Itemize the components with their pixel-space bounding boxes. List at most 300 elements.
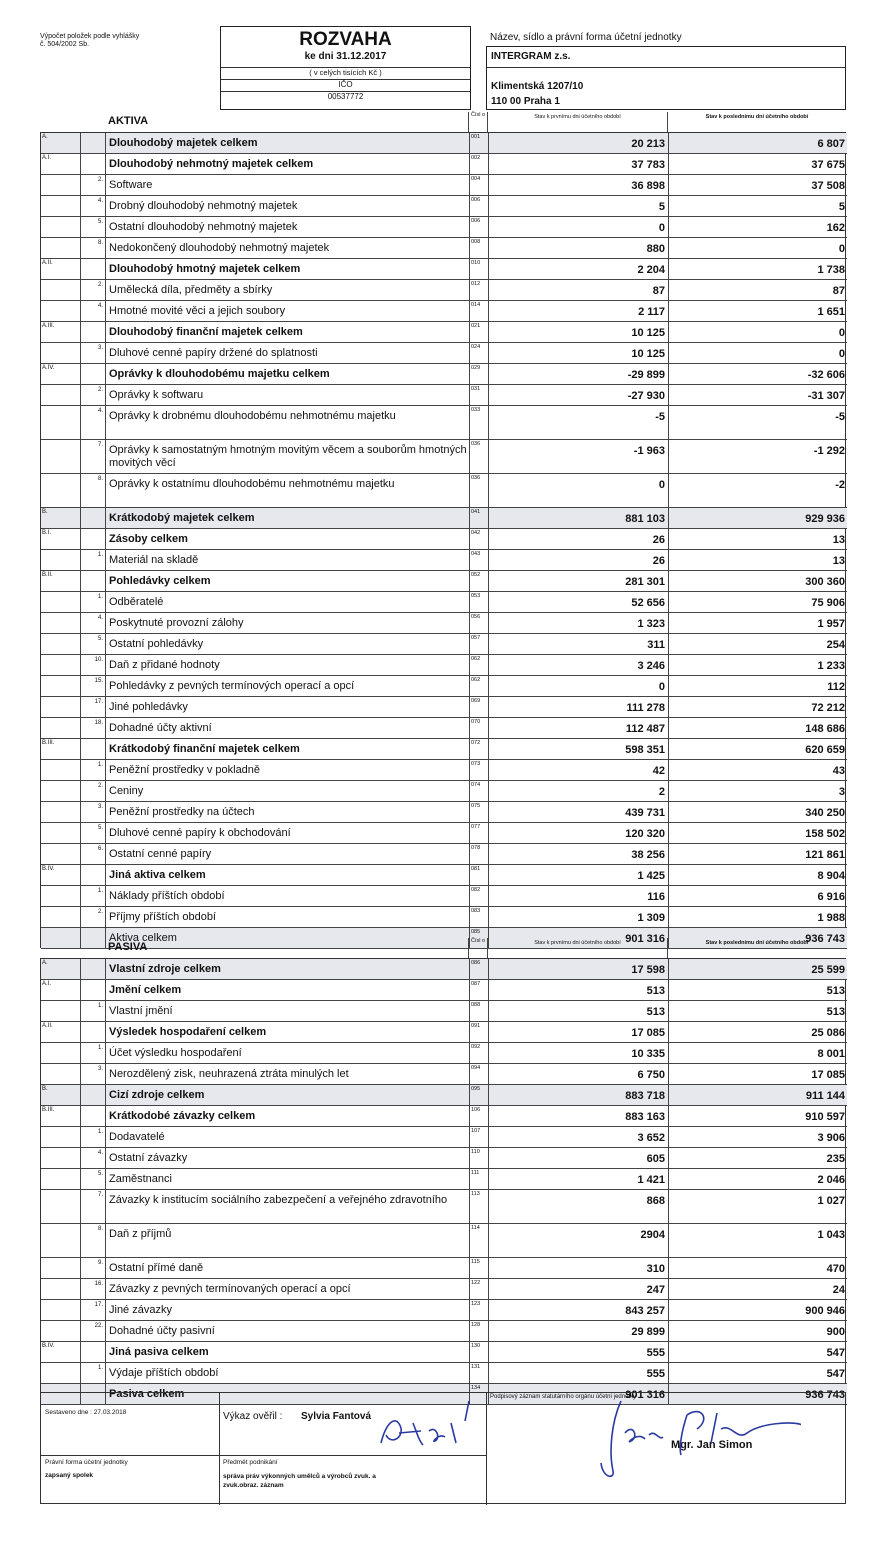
row-number: 042: [469, 529, 489, 549]
row-subcode: 22.: [81, 1321, 106, 1341]
row-label: Dodavatelé: [109, 1131, 165, 1143]
aktiva-table: [40, 132, 846, 948]
table-row: [41, 760, 847, 781]
row-label: Materiál na skladě: [109, 554, 199, 566]
title-box: [220, 26, 471, 110]
row-number: 069: [469, 697, 489, 717]
pasiva-col-v1: Stav k prvnímu dni účetního období: [488, 938, 668, 958]
row-subcode: 4.: [81, 1148, 106, 1168]
value-start: 20 213: [489, 133, 669, 153]
row-subcode: 8.: [81, 1224, 106, 1257]
row-number: 014: [469, 301, 489, 321]
value-end: 1 957: [817, 618, 845, 630]
row-subcode: 1.: [81, 592, 106, 612]
activity-value: [223, 1472, 376, 1490]
value-start: 843 257: [489, 1300, 669, 1320]
row-label: Ostatní přímé daně: [109, 1262, 204, 1274]
row-label: Aktiva celkem: [109, 932, 177, 944]
value-end: 72 212: [811, 702, 845, 714]
value-end: 8 904: [817, 870, 845, 882]
value-end: 547: [826, 1347, 845, 1359]
value-end: 37 675: [811, 159, 845, 171]
row-label: Krátkodobý finanční majetek celkem: [109, 743, 300, 755]
aktiva-title: AKTIVA: [108, 115, 149, 127]
row-label: Dlouhodobý finanční majetek celkem: [109, 326, 303, 338]
row-number: 053: [469, 592, 489, 612]
row-code: [41, 886, 81, 906]
verifier-signature: [341, 1393, 491, 1453]
table-row: [41, 781, 847, 802]
value-start: 10 125: [489, 343, 669, 363]
table-row: [41, 280, 847, 301]
table-row: [41, 1148, 847, 1169]
row-label: Ostatní závazky: [109, 1152, 188, 1164]
pasiva-col-cislo: Čísl o: [468, 938, 488, 958]
row-number: 091: [469, 1022, 489, 1042]
table-row: [41, 474, 847, 508]
row-number: 083: [469, 907, 489, 927]
value-start: 3 246: [489, 655, 669, 675]
row-label: Drobný dlouhodobý nehmotný majetek: [109, 200, 298, 212]
row-number: 113: [469, 1190, 489, 1223]
row-label: Jiná aktiva celkem: [109, 869, 206, 881]
value-end: 162: [826, 222, 845, 234]
value-start: 868: [489, 1190, 669, 1223]
row-code: [41, 1224, 81, 1257]
row-number: 029: [469, 364, 489, 384]
row-subcode: 1.: [81, 760, 106, 780]
row-number: 033: [469, 406, 489, 439]
row-number: 070: [469, 718, 489, 738]
table-row: [41, 343, 847, 364]
row-number: 036: [469, 474, 489, 507]
value-end: 43: [832, 765, 845, 777]
signer-name: Mgr. Jan Simon: [671, 1439, 753, 1451]
row-number: 088: [469, 1001, 489, 1021]
table-row: [41, 886, 847, 907]
row-label: Peněžní prostředky na účtech: [109, 806, 255, 818]
table-row: [41, 196, 847, 217]
table-row: [41, 697, 847, 718]
row-code: [41, 1190, 81, 1223]
row-code: [41, 1300, 81, 1320]
legal-form-label: Právní forma účetní jednotky: [45, 1459, 128, 1466]
row-subcode: [81, 508, 106, 528]
value-end: 0: [838, 348, 845, 360]
row-subcode: 4.: [81, 613, 106, 633]
value-start: 247: [489, 1279, 669, 1299]
row-code: [41, 1064, 81, 1084]
value-end: 1 043: [817, 1229, 845, 1241]
row-label: Oprávky k ostatnímu dlouhodobému nehmotnému majetku: [109, 478, 395, 490]
row-subcode: 7.: [81, 1190, 106, 1223]
value-end: 1 027: [817, 1195, 845, 1207]
value-start: 36 898: [489, 175, 669, 195]
row-subcode: [81, 1106, 106, 1126]
value-start: 513: [489, 980, 669, 1000]
row-code: B.: [41, 508, 81, 528]
value-start: 439 731: [489, 802, 669, 822]
row-label: Zaměstnanci: [109, 1173, 172, 1185]
row-label: Příjmy příštích období: [109, 911, 216, 923]
pasiva-col-v2: Stav k poslednímu dni účetního období: [705, 940, 809, 946]
row-label: Vlastní zdroje celkem: [109, 963, 221, 975]
value-start: 120 320: [489, 823, 669, 843]
value-end: 470: [826, 1263, 845, 1275]
row-number: 057: [469, 634, 489, 654]
row-code: [41, 1321, 81, 1341]
row-code: [41, 634, 81, 654]
value-start: 2: [489, 781, 669, 801]
value-end: -32 606: [807, 369, 845, 381]
row-label: Pasiva celkem: [109, 1388, 185, 1400]
row-label: Krátkodobé závazky celkem: [109, 1110, 256, 1122]
table-row: [41, 154, 847, 175]
row-subcode: 17.: [81, 697, 106, 717]
value-start: -29 899: [489, 364, 669, 384]
row-number: 111: [469, 1169, 489, 1189]
row-number: 078: [469, 844, 489, 864]
value-end: 1 988: [817, 912, 845, 924]
row-subcode: 2.: [81, 175, 106, 195]
row-code: A.: [41, 133, 81, 153]
value-start: 17 598: [489, 959, 669, 979]
table-row: [41, 802, 847, 823]
value-start: 37 783: [489, 154, 669, 174]
row-subcode: [81, 1022, 106, 1042]
value-end: -1 292: [813, 445, 845, 457]
value-end: 112: [827, 681, 845, 693]
table-row: [41, 508, 847, 529]
row-subcode: 2.: [81, 385, 106, 405]
row-code: [41, 592, 81, 612]
value-end: 13: [832, 534, 845, 546]
row-code: [41, 175, 81, 195]
table-row: [41, 1258, 847, 1279]
row-number: 082: [469, 886, 489, 906]
value-end: 340 250: [805, 807, 845, 819]
legal-form-value: zapsaný spolek: [45, 1472, 94, 1479]
row-subcode: 5.: [81, 217, 106, 237]
pasiva-title: PASIVA: [108, 941, 148, 953]
table-row: [41, 1224, 847, 1258]
value-end: 929 936: [805, 513, 845, 525]
row-subcode: 4.: [81, 406, 106, 439]
value-end: 6 807: [817, 138, 845, 150]
entity-label: Název, sídlo a právní forma účetní jednotky: [490, 32, 682, 43]
row-code: A.I.: [41, 980, 81, 1000]
activity-label: Předmět podnikání: [223, 1459, 278, 1466]
row-subcode: 7.: [81, 440, 106, 473]
value-start: 111 278: [489, 697, 669, 717]
value-start: 38 256: [489, 844, 669, 864]
row-subcode: 8.: [81, 474, 106, 507]
value-start: 901 316: [489, 928, 669, 948]
row-number: 094: [469, 1064, 489, 1084]
value-end: 17 085: [811, 1069, 845, 1081]
row-number: 012: [469, 280, 489, 300]
row-code: A.II.: [41, 1022, 81, 1042]
row-number: 114: [469, 1224, 489, 1257]
value-start: 883 718: [489, 1085, 669, 1105]
value-start: 281 301: [489, 571, 669, 591]
table-row: [41, 259, 847, 280]
table-row: [41, 175, 847, 196]
row-code: [41, 1127, 81, 1147]
row-label: Krátkodobý majetek celkem: [109, 512, 255, 524]
value-start: 605: [489, 1148, 669, 1168]
row-number: 002: [469, 154, 489, 174]
row-number: 074: [469, 781, 489, 801]
row-code: B.III.: [41, 1106, 81, 1126]
value-end: 75 906: [811, 597, 845, 609]
value-end: 936 743: [805, 1389, 845, 1401]
row-number: 128: [469, 1321, 489, 1341]
row-subcode: [81, 364, 106, 384]
row-label: Dluhové cenné papíry držené do splatnosti: [109, 347, 318, 359]
value-start: 6 750: [489, 1064, 669, 1084]
row-code: [41, 655, 81, 675]
report-date: ke dni 31.12.2017: [304, 51, 387, 62]
row-code: [41, 385, 81, 405]
value-end: 1 233: [817, 660, 845, 672]
row-code: [41, 760, 81, 780]
value-end: 0: [838, 327, 845, 339]
row-label: Ostatní dlouhodobý nehmotný majetek: [109, 221, 298, 233]
table-row: [41, 440, 847, 474]
value-end: 5: [838, 201, 845, 213]
value-start: 513: [489, 1001, 669, 1021]
verified-name: Sylvia Fantová: [301, 1411, 372, 1422]
row-number: 130: [469, 1342, 489, 1362]
entity-box: [486, 46, 846, 110]
row-subcode: [81, 1342, 106, 1362]
row-number: 131: [469, 1363, 489, 1383]
row-number: 052: [469, 571, 489, 591]
row-code: [41, 781, 81, 801]
value-end: 513: [826, 985, 845, 997]
table-row: [41, 217, 847, 238]
row-code: [41, 1258, 81, 1278]
row-number: 115: [469, 1258, 489, 1278]
row-subcode: 15.: [81, 676, 106, 696]
row-code: [41, 196, 81, 216]
value-start: 883 163: [489, 1106, 669, 1126]
table-row: [41, 1127, 847, 1148]
table-row: [41, 301, 847, 322]
row-code: [41, 718, 81, 738]
row-code: A.: [41, 959, 81, 979]
row-number: 062: [469, 655, 489, 675]
row-code: B.: [41, 1085, 81, 1105]
table-row: [41, 592, 847, 613]
value-end: 24: [832, 1284, 845, 1296]
row-label: Oprávky k dlouhodobému majetku celkem: [109, 368, 330, 380]
row-code: [41, 440, 81, 473]
row-label: Oprávky k softwaru: [109, 389, 204, 401]
value-start: 112 487: [489, 718, 669, 738]
row-number: 001: [469, 133, 489, 153]
row-subcode: 16.: [81, 1279, 106, 1299]
aktiva-header: [40, 112, 846, 132]
table-row: [41, 1363, 847, 1384]
row-label: Cizí zdroje celkem: [109, 1089, 205, 1101]
value-start: 3 652: [489, 1127, 669, 1147]
value-start: 26: [489, 529, 669, 549]
units-note: ( v celých tisících Kč ): [221, 67, 470, 79]
row-subcode: 2.: [81, 280, 106, 300]
value-start: 5: [489, 196, 669, 216]
row-label: Oprávky k drobnému dlouhodobému nehmotnému majetku: [109, 410, 396, 422]
pasiva-header: [40, 938, 846, 958]
table-row: [41, 385, 847, 406]
row-label: Pohledávky z pevných termínových operací a opcí: [109, 680, 355, 692]
row-label: Jmění celkem: [109, 984, 182, 996]
row-label: Dohadné účty pasivní: [109, 1325, 215, 1337]
row-subcode: 5.: [81, 823, 106, 843]
row-number: 075: [469, 802, 489, 822]
row-label: Výsledek hospodaření celkem: [109, 1026, 267, 1038]
aktiva-col-v1: Stav k prvnímu dni účetního období: [488, 112, 668, 132]
value-start: 901 316: [489, 1384, 669, 1404]
row-number: 006: [469, 217, 489, 237]
value-end: -5: [835, 411, 845, 423]
row-subcode: [81, 529, 106, 549]
row-code: [41, 406, 81, 439]
row-code: [41, 1043, 81, 1063]
table-row: [41, 613, 847, 634]
value-end: 900 946: [805, 1305, 845, 1317]
value-start: 17 085: [489, 1022, 669, 1042]
table-row: [41, 1300, 847, 1321]
signature-label: Podpisový záznam statutárního orgánu účetní jednotky: [490, 1394, 637, 1400]
value-start: 87: [489, 280, 669, 300]
activity-value-line-1: správa práv výkonných umělců a výrobců zvuk. a: [223, 1473, 376, 1480]
value-start: 1 309: [489, 907, 669, 927]
row-label: Ostatní cenné papíry: [109, 848, 212, 860]
activity-value-line-2: zvuk.obraz. záznam: [223, 1482, 284, 1489]
value-end: 148 686: [805, 723, 845, 735]
row-code: [41, 301, 81, 321]
value-end: 0: [838, 243, 845, 255]
row-subcode: 8.: [81, 238, 106, 258]
value-start: 310: [489, 1258, 669, 1278]
table-row: [41, 1064, 847, 1085]
row-subcode: [81, 1085, 106, 1105]
value-start: 29 899: [489, 1321, 669, 1341]
table-row: [41, 364, 847, 385]
value-end: 911 144: [805, 1090, 845, 1102]
row-code: A.III.: [41, 322, 81, 342]
value-end: -2: [835, 479, 845, 491]
value-start: 10 335: [489, 1043, 669, 1063]
row-label: Ostatní pohledávky: [109, 638, 204, 650]
table-row: [41, 1106, 847, 1127]
row-number: 081: [469, 865, 489, 885]
value-start: 116: [489, 886, 669, 906]
value-start: 0: [489, 676, 669, 696]
value-start: -27 930: [489, 385, 669, 405]
row-subcode: 4.: [81, 196, 106, 216]
table-row: [41, 238, 847, 259]
row-label: Pohledávky celkem: [109, 575, 211, 587]
statutory-signature: [541, 1393, 801, 1483]
row-subcode: [81, 154, 106, 174]
value-start: 1 421: [489, 1169, 669, 1189]
value-end: 121 861: [805, 849, 845, 861]
row-subcode: [81, 980, 106, 1000]
row-label: Dluhové cenné papíry k obchodování: [109, 827, 291, 839]
row-number: 086: [469, 959, 489, 979]
row-code: [41, 280, 81, 300]
value-end: 25 086: [811, 1027, 845, 1039]
table-row: [41, 1190, 847, 1224]
row-number: 122: [469, 1279, 489, 1299]
row-label: Peněžní prostředky v pokladně: [109, 764, 261, 776]
value-start: 42: [489, 760, 669, 780]
row-code: A.IV.: [41, 364, 81, 384]
row-number: 106: [469, 1106, 489, 1126]
row-number: 024: [469, 343, 489, 363]
row-label: Jiné závazky: [109, 1304, 172, 1316]
value-end: 910 597: [805, 1111, 845, 1123]
row-label: Náklady příštích období: [109, 890, 225, 902]
table-row: [41, 1043, 847, 1064]
row-subcode: [81, 259, 106, 279]
row-label: Umělecká díla, předměty a sbírky: [109, 284, 273, 296]
row-code: [41, 907, 81, 927]
value-start: 0: [489, 217, 669, 237]
row-code: B.I.: [41, 529, 81, 549]
table-row: [41, 1001, 847, 1022]
table-row: [41, 1342, 847, 1363]
row-subcode: 1.: [81, 1001, 106, 1021]
row-label: Dlouhodobý majetek celkem: [109, 137, 258, 149]
row-subcode: [81, 865, 106, 885]
value-end: 87: [832, 285, 845, 297]
row-subcode: 3.: [81, 1064, 106, 1084]
table-row: [41, 1022, 847, 1043]
value-start: 311: [489, 634, 669, 654]
value-start: 0: [489, 474, 669, 507]
row-subcode: 1.: [81, 886, 106, 906]
table-row: [41, 406, 847, 440]
row-label: Jiná pasiva celkem: [109, 1346, 209, 1358]
verified-label: Výkaz ověřil :: [223, 1411, 283, 1422]
value-end: 900: [826, 1326, 845, 1338]
value-end: 8 001: [817, 1048, 845, 1060]
row-number: 031: [469, 385, 489, 405]
table-row: [41, 655, 847, 676]
row-number: 056: [469, 613, 489, 633]
value-end: 13: [832, 555, 845, 567]
value-start: 880: [489, 238, 669, 258]
row-number: 134: [469, 1384, 489, 1404]
row-label: Poskytnuté provozní zálohy: [109, 617, 244, 629]
row-code: [41, 1363, 81, 1383]
compiled-date: Sestaveno dne : 27.03.2018: [45, 1409, 127, 1416]
value-end: 254: [826, 639, 845, 651]
value-end: 936 743: [805, 933, 845, 945]
value-start: 26: [489, 550, 669, 570]
row-number: 092: [469, 1043, 489, 1063]
row-label: Zásoby celkem: [109, 533, 188, 545]
table-row: [41, 571, 847, 592]
row-code: [41, 343, 81, 363]
row-subcode: 18.: [81, 718, 106, 738]
value-start: 2904: [489, 1224, 669, 1257]
table-row: [41, 980, 847, 1001]
